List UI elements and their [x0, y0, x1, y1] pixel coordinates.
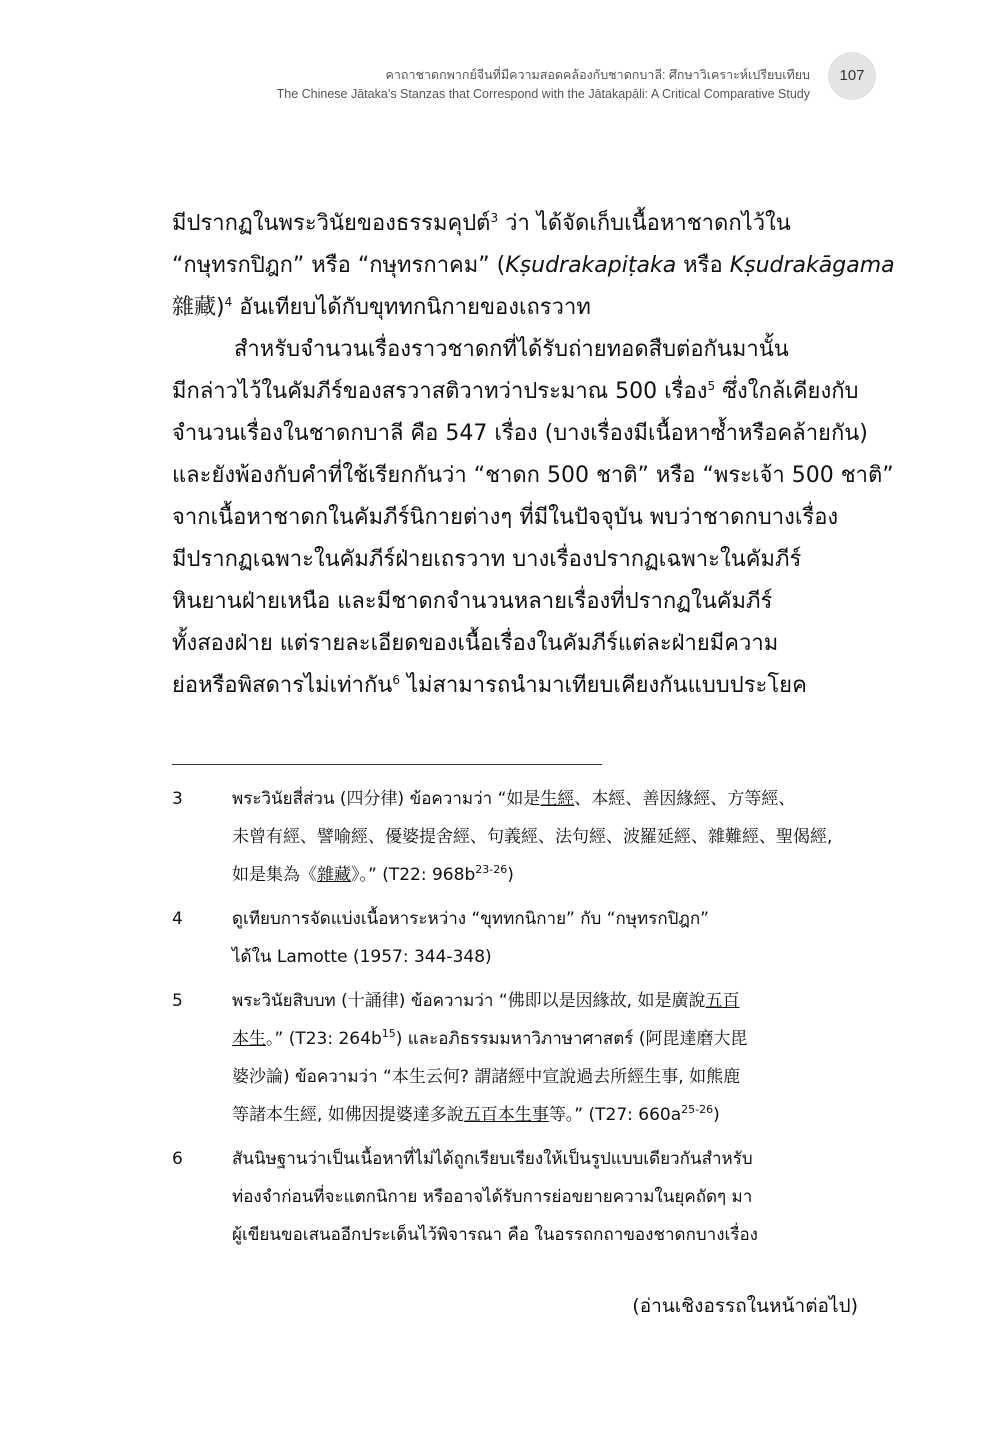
- body-line: จากเนื้อหาชาดกในคัมภีร์นิกายต่างๆ ที่มีในปัจจุบัน พบว่าชาดกบางเรื่อง: [172, 505, 839, 530]
- footnote-line: [232, 1020, 862, 1058]
- underlined-term: 五百: [705, 991, 740, 1011]
- body-line: [172, 203, 860, 245]
- footnote-line: ผู้เขียนขอเสนออีกประเด็นไว้พิจารณา คือ ในอรรถกถาของชาดกบางเรื่อง: [232, 1225, 758, 1245]
- body-text: [172, 203, 895, 707]
- footnote-number: 5: [172, 991, 183, 1011]
- running-header: [170, 66, 810, 104]
- body-line: [172, 287, 860, 329]
- footnote-text: [232, 1140, 862, 1254]
- text: “กษุทรกปิฎก” หรือ “กษุทรกาคม” (: [172, 253, 506, 278]
- body-line: [172, 245, 895, 287]
- footnote-ref-3[interactable]: 3: [490, 211, 499, 225]
- text: 》。” (T22: 968b: [351, 865, 476, 885]
- footnote-line: สันนิษฐานว่าเป็นเนื้อหาที่ไม่ได้ถูกเรียบเรียงให้เป็นรูปแบบเดียวกันสำหรับ: [232, 1149, 753, 1169]
- footnote-line: ได้ใน Lamotte (1957: 344-348): [232, 947, 492, 967]
- footnote-ref-6[interactable]: 6: [392, 673, 400, 687]
- footnote-text: [232, 780, 862, 894]
- citation-superscript: 15: [381, 1027, 396, 1040]
- body-line: หินยานฝ่ายเหนือ และมีชาดกจำนวนหลายเรื่องที่ปรากฏในคัมภีร์: [172, 589, 773, 614]
- footnote-line: [232, 1096, 862, 1134]
- page-number: 107: [828, 52, 876, 100]
- text: พระวินัยสิบบท (十誦律) ข้อความว่า “佛即以是因緣故, 如是廣說: [232, 991, 706, 1011]
- text: ซึ่งใกล้เคียงกับ: [715, 379, 859, 404]
- text: 等諸本生經, 如佛因提婆達多說: [232, 1105, 464, 1125]
- term-italic: Kṣudrakāgama: [729, 253, 895, 278]
- footnote-number: 3: [172, 789, 183, 809]
- text: มีปรากฏในพระวินัยของธรรมคุปต์: [172, 211, 491, 236]
- footnote-text: [232, 982, 862, 1134]
- text: ) และอภิธรรมมหาวิภาษาศาสตร์ (阿毘達磨大毘: [395, 1029, 748, 1049]
- body-line: สำหรับจำนวนเรื่องราวชาดกที่ได้รับถ่ายทอดสืบต่อกันมานั้น: [234, 337, 789, 362]
- footnote-line: [232, 780, 862, 818]
- text: พระวินัยสี่ส่วน (四分律) ข้อความว่า “如是: [232, 789, 541, 809]
- continued-footnote-note: (อ่านเชิงอรรถในหน้าต่อไป): [632, 1295, 858, 1317]
- text: ): [507, 865, 514, 885]
- footnotes: [172, 780, 862, 1260]
- footnote-6: [172, 1140, 862, 1254]
- text: ย่อหรือพิสดารไม่เท่ากัน: [172, 673, 393, 698]
- text: ไม่สามารถนำมาเทียบเคียงกันแบบประโยค: [399, 673, 807, 698]
- text: หรือ: [676, 253, 730, 278]
- footnote-number: 6: [172, 1149, 183, 1169]
- text: อันเทียบได้กับขุททกนิกายของเถรวาท: [232, 295, 591, 320]
- underlined-term: 生經: [540, 789, 575, 809]
- footnote-5: [172, 982, 862, 1134]
- text: 。” (T23: 264b: [266, 1029, 382, 1049]
- underlined-term: 本生: [232, 1029, 266, 1049]
- footnote-ref-4[interactable]: 4: [224, 295, 233, 309]
- footnote-number: 4: [172, 909, 183, 929]
- body-line: มีปรากฏเฉพาะในคัมภีร์ฝ่ายเถรวาท บางเรื่องปรากฏเฉพาะในคัมภีร์: [172, 547, 802, 572]
- body-line: ทั้งสองฝ่าย แต่รายละเอียดของเนื้อเรื่องในคัมภีร์แต่ละฝ่ายมีความ: [172, 631, 779, 656]
- header-title-english: The Chinese Jātaka’s Stanzas that Correspond with the Jātakapāli: A Critical Comparative Study: [276, 87, 810, 101]
- footnote-line: ท่องจำก่อนที่จะแตกนิกาย หรืออาจได้รับการย่อขยายความในยุคถัดๆ มา: [232, 1187, 753, 1207]
- text: 如是集為《: [232, 865, 317, 885]
- body-line: จำนวนเรื่องในชาดกบาลี คือ 547 เรื่อง (บางเรื่องมีเนื้อหาซ้ำหรือคล้ายกัน): [172, 421, 868, 446]
- underlined-term: 五百本生事: [463, 1105, 549, 1125]
- footnote-line: [232, 982, 862, 1020]
- term-italic: Kṣudrakapiṭaka: [505, 253, 677, 278]
- footnote-4: [172, 900, 862, 976]
- footnote-text: [232, 900, 862, 976]
- text: ว่า ได้จัดเก็บเนื้อหาชาดกไว้ใน: [498, 211, 791, 236]
- footnote-ref-5[interactable]: 5: [707, 379, 716, 393]
- footnote-line: 未曾有經、譬喻經、優婆提舍經、句義經、法句經、波羅延經、雜難經、聖偈經,: [232, 827, 833, 847]
- footnote-line: 婆沙論) ข้อความว่า “本生云何? 謂諸經中宣說過去所經生事, 如熊鹿: [232, 1067, 741, 1087]
- text: มีกล่าวไว้ในคัมภีร์ของสรวาสติวาทว่าประมาณ 500 เรื่อง: [172, 379, 708, 404]
- header-title-thai: คาถาชาดกพากย์จีนที่มีความสอดคล้องกับชาดกบาลี: ศึกษาวิเคราะห์เปรียบเทียบ: [385, 68, 810, 82]
- citation-superscript: 25-26: [681, 1103, 714, 1116]
- citation-superscript: 23-26: [475, 863, 508, 876]
- footnote-line: [232, 856, 862, 894]
- text: ): [713, 1105, 720, 1125]
- text: 、本經、善因緣經、方等經、: [574, 789, 796, 809]
- text: 等。” (T27: 660a: [548, 1105, 682, 1125]
- body-line: [172, 371, 860, 413]
- underlined-term: 雜藏: [317, 865, 351, 885]
- body-line: และยังพ้องกับคำที่ใช้เรียกกันว่า “ชาดก 500 ชาติ” หรือ “พระเจ้า 500 ชาติ”: [172, 463, 894, 488]
- footnote-line: ดูเทียบการจัดแบ่งเนื้อหาระหว่าง “ขุททกนิกาย” กับ “กษุทรกปิฎก”: [232, 909, 709, 929]
- text: 雜藏): [172, 295, 225, 320]
- body-line: [172, 665, 860, 707]
- footnote-separator: [172, 764, 602, 765]
- footnote-3: [172, 780, 862, 894]
